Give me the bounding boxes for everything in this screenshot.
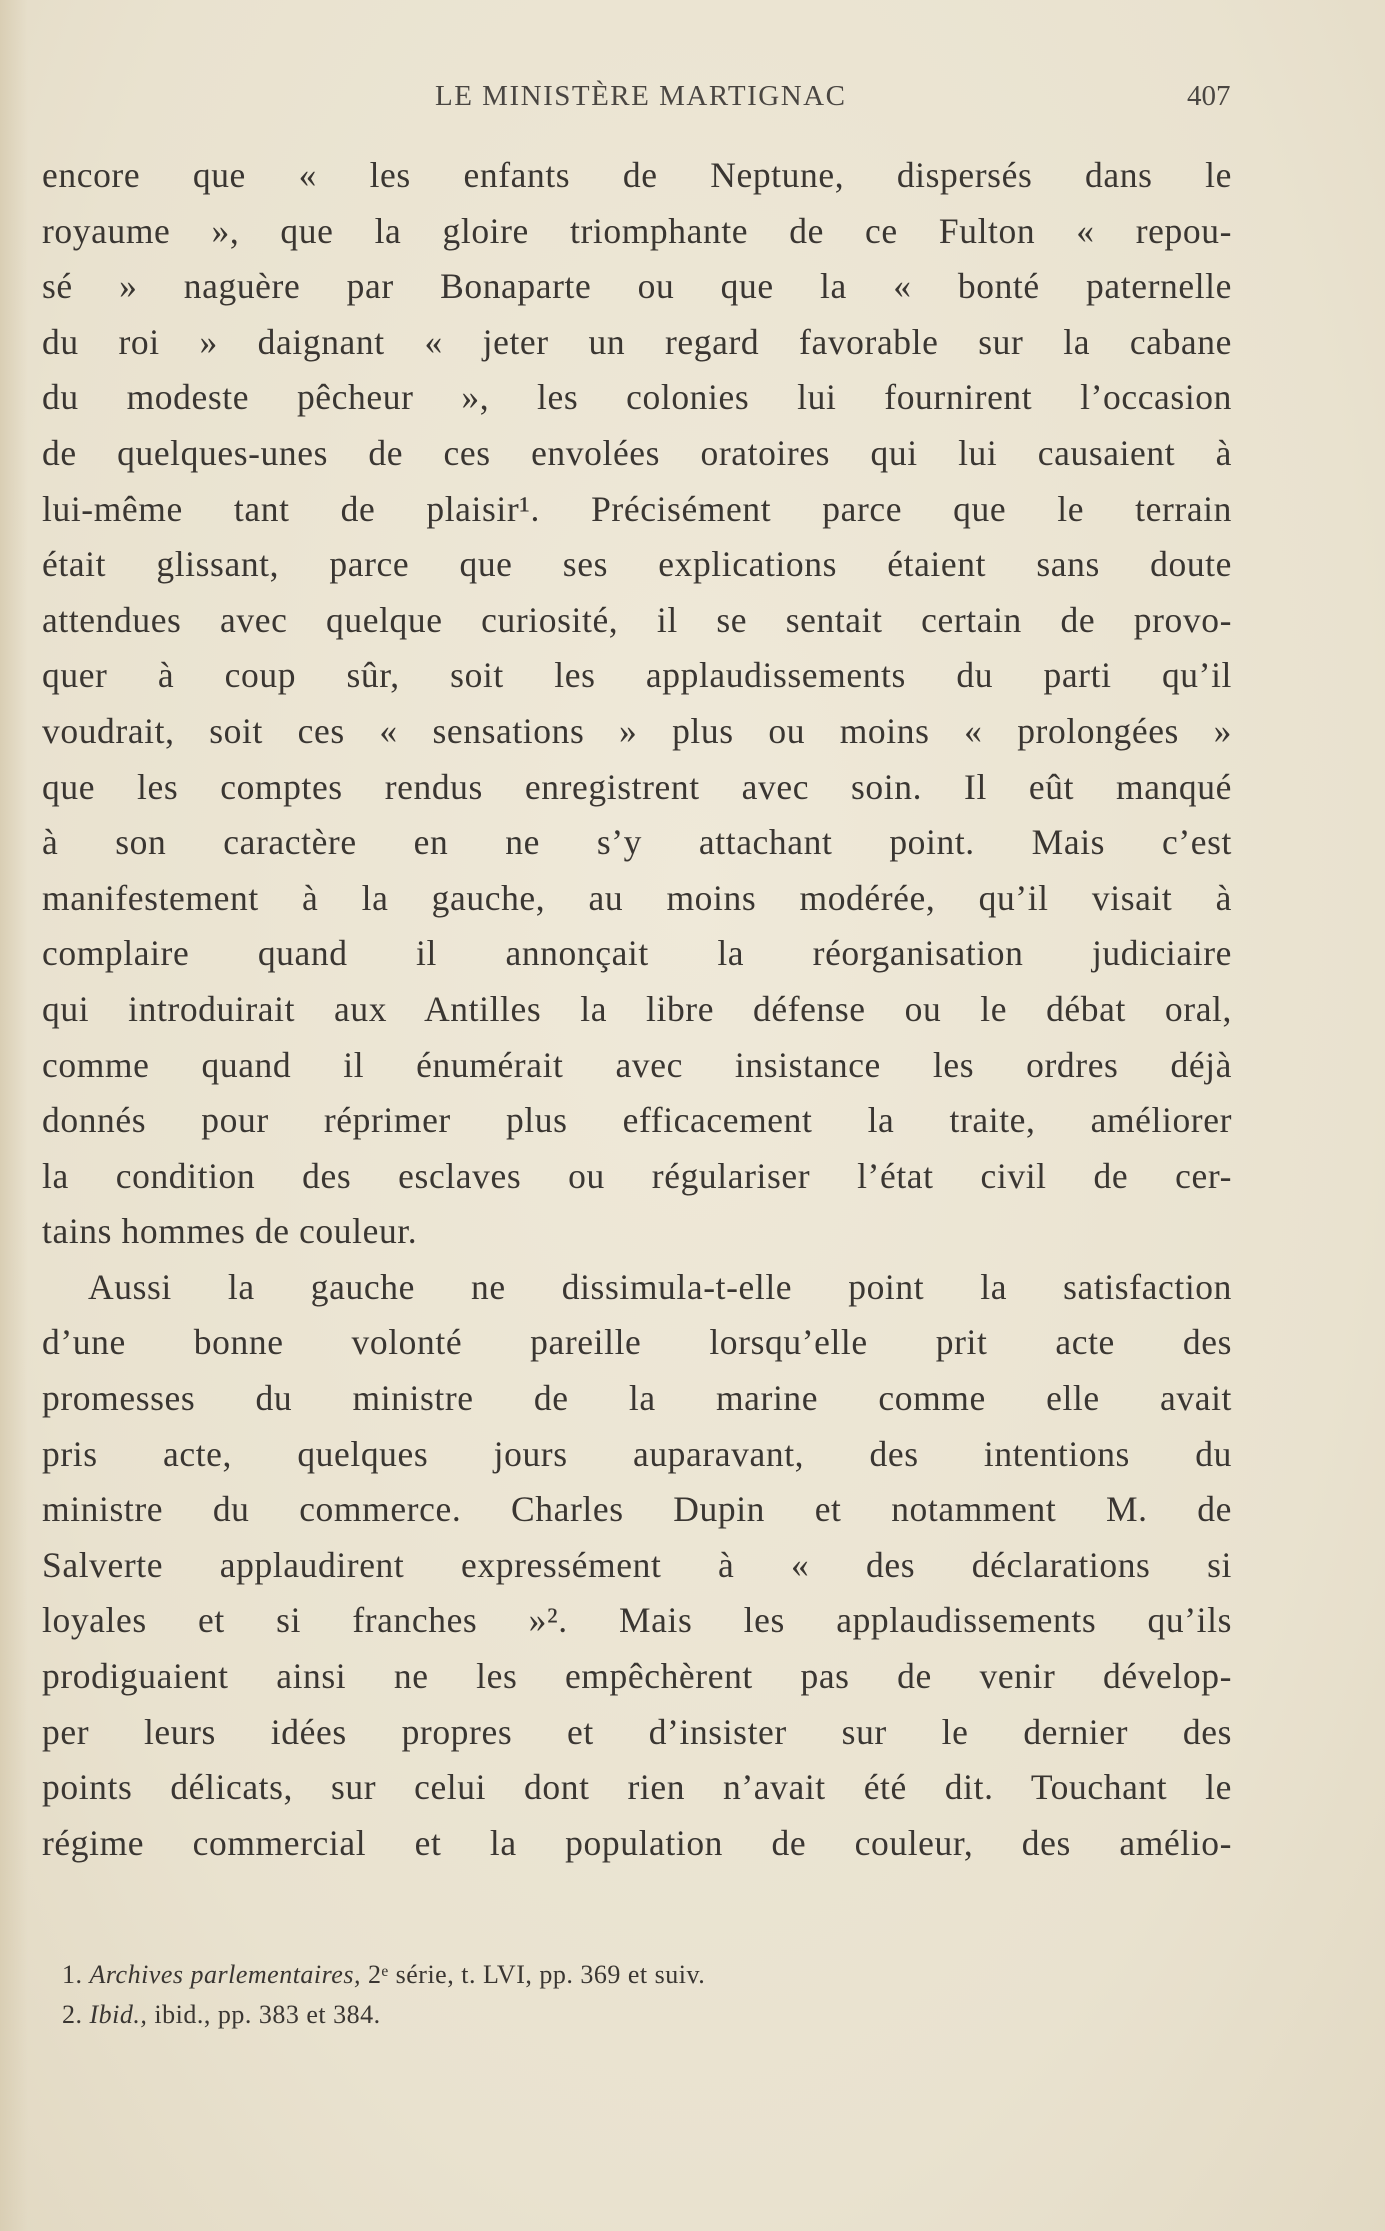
page-number: 407 <box>1187 80 1231 112</box>
running-head <box>0 80 1385 120</box>
text-line: promesses du ministre de la marine comme elle avait <box>42 1378 1232 1419</box>
body-text <box>42 148 1232 1871</box>
text-line: Salverte applaudirent expressément à « des déclarations si <box>42 1544 1232 1585</box>
text-line: sé » naguère par Bonaparte ou que la « bonté paternelle <box>42 266 1232 307</box>
text-line: points délicats, sur celui dont rien n’avait été dit. Touchant le <box>42 1767 1232 1808</box>
text-line: la condition des esclaves ou régulariser l’état civil de cer- <box>42 1155 1232 1196</box>
footnote-source: Ibid., <box>89 2000 148 2029</box>
text-line: du modeste pêcheur », les colonies lui fournirent l’occasion <box>42 377 1232 418</box>
text-line: donnés pour réprimer plus efficacement la traite, améliorer <box>42 1100 1232 1141</box>
footnote-marker: 2. <box>62 2000 83 2029</box>
text-line: de quelques-unes de ces envolées oratoires qui lui causaient à <box>42 432 1232 473</box>
text-line: que les comptes rendus enregistrent avec soin. Il eût manqué <box>42 766 1232 807</box>
running-title: LE MINISTÈRE MARTIGNAC <box>435 80 847 112</box>
text-line: d’une bonne volonté pareille lorsqu’elle prit acte des <box>42 1322 1232 1363</box>
text-line: manifestement à la gauche, au moins modérée, qu’il visait à <box>42 877 1232 918</box>
text-line: du roi » daignant « jeter un regard favorable sur la cabane <box>42 321 1232 362</box>
footnotes <box>62 1955 1062 2035</box>
footnote-1 <box>62 1955 1062 1995</box>
text-line: tains hommes de couleur. <box>42 1211 418 1252</box>
footnote-source: Archives parlementaires, <box>89 1960 361 1989</box>
footnote-text: ibid., pp. 383 et 384. <box>147 2000 381 2029</box>
text-line: quer à coup sûr, soit les applaudissements du parti qu’il <box>42 655 1232 696</box>
text-line: prodiguaient ainsi ne les empêchèrent pas de venir dévelop- <box>42 1656 1232 1697</box>
footnote-marker: 1. <box>62 1960 83 1989</box>
text-line: voudrait, soit ces « sensations » plus ou moins « prolongées » <box>42 710 1232 751</box>
footnote-2 <box>62 1995 1062 2035</box>
text-line: loyales et si franches »². Mais les applaudissements qu’ils <box>42 1600 1232 1641</box>
text-line: était glissant, parce que ses explications étaient sans doute <box>42 544 1232 585</box>
text-line: régime commercial et la population de couleur, des amélio- <box>42 1822 1232 1863</box>
text-line: attendues avec quelque curiosité, il se sentait certain de provo- <box>42 599 1232 640</box>
text-line: complaire quand il annonçait la réorganisation judiciaire <box>42 933 1232 974</box>
page-gutter-shadow <box>0 0 28 2231</box>
footnote-text: 2ᵉ série, t. LVI, pp. 369 et suiv. <box>360 1960 706 1989</box>
text-line: qui introduirait aux Antilles la libre défense ou le débat oral, <box>42 988 1232 1029</box>
text-line: comme quand il énumérait avec insistance les ordres déjà <box>42 1044 1232 1085</box>
text-line: lui-même tant de plaisir¹. Précisément parce que le terrain <box>42 488 1232 529</box>
text-line: royaume », que la gloire triomphante de ce Fulton « repou- <box>42 210 1232 251</box>
text-line: encore que « les enfants de Neptune, dispersés dans le <box>42 155 1232 195</box>
text-line: à son caractère en ne s’y attachant point. Mais c’est <box>42 822 1232 863</box>
text-line: pris acte, quelques jours auparavant, des intentions du <box>42 1433 1232 1474</box>
text-line: per leurs idées propres et d’insister sur le dernier des <box>42 1711 1232 1752</box>
text-line: ministre du commerce. Charles Dupin et notamment M. de <box>42 1489 1232 1530</box>
text-line: Aussi la gauche ne dissimula-t-elle point la satisfaction <box>88 1266 1232 1307</box>
